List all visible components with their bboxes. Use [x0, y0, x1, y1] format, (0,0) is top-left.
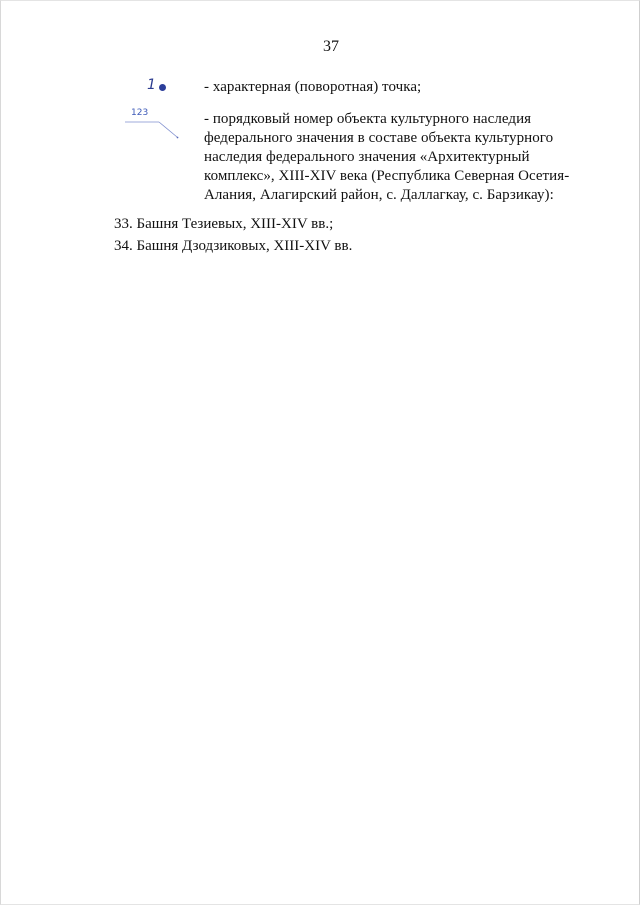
blue-dot-icon — [159, 84, 166, 91]
page-number: 37 — [323, 38, 339, 55]
object-number-description: - порядковый номер объекта культурного наследия федерального значения в составе объекта культурного наследия федерального значения «Архитектурный комплекс», XIII-XIV века (Республика Северная Осетия-Алания, Алагирский район, с. Даллагкау, с. Барзикау): — [204, 111, 570, 203]
list-item: 33. Башня Тезиевых, XIII-XIV вв.; — [114, 216, 334, 232]
object-list — [114, 213, 594, 257]
object-number-symbol-label: 123 — [131, 108, 149, 118]
point-symbol — [147, 78, 187, 98]
list-item: 34. Башня Дзодзиковых, XIII-XIV вв. — [114, 238, 353, 254]
point-description: - характерная (поворотная) точка; — [204, 79, 422, 95]
object-number-symbol — [117, 110, 197, 150]
point-symbol-label: 1 — [147, 77, 156, 93]
leader-line-icon — [117, 110, 197, 150]
